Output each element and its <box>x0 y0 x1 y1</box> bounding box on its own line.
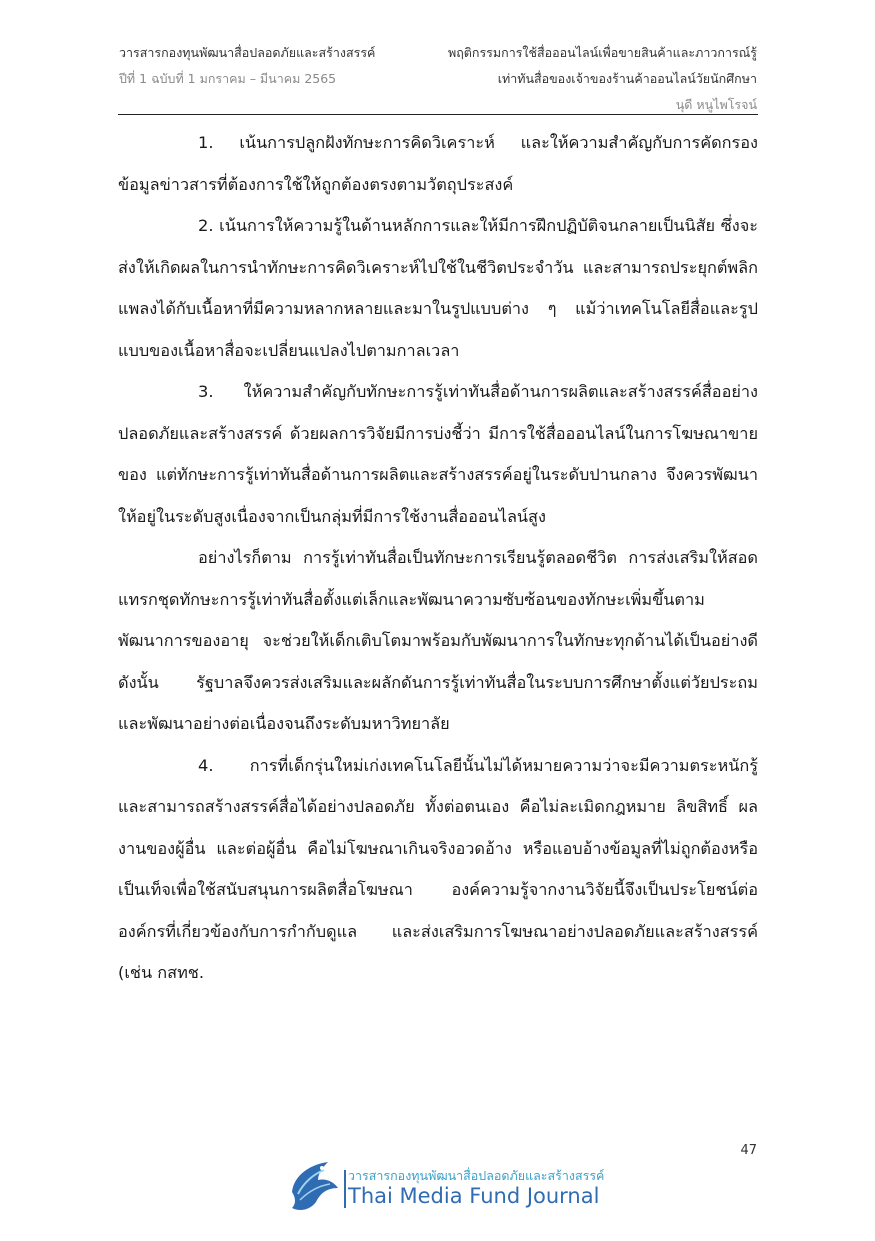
author-name: นุดี หนูไพโรจน์ <box>675 97 757 112</box>
journal-footer-logo <box>282 1150 605 1225</box>
running-header-right <box>448 40 757 118</box>
footer-journal-thai: วารสารกองทุนพัฒนาสื่อปลอดภัยและสร้างสรรค์ <box>348 1168 605 1183</box>
footer-journal-english: Thai Media Fund Journal <box>348 1184 600 1208</box>
logo-divider <box>344 1170 346 1208</box>
paragraph: 4. การที่เด็กรุ่นใหม่เก่งเทคโนโลยีนั้นไม่ได้หมายความว่าจะมีความตระหนักรู้ และสามารถสร้างสรรค์สื่อได้อย่างปลอดภัย ทั้งต่อตนเอง คือไม่ละเมิดกฎหมาย ลิขสิทธิ์ ผลงานของผู้อื่น และต่อผู้อื่น คือไม่โฆษณาเกินจริงอวดอ้าง หรือแอบอ้างข้อมูลที่ไม่ถูกต้องหรือเป็นเท็จเพื่อใช้สนับสนุนการผลิตสื่อโฆษณา องค์ความรู้จากงานวิจัยนี้จึงเป็นประโยชน์ต่อองค์กรที่เกี่ยวข้องกับการกำกับดูแล และส่งเสริมการโฆษณาอย่างปลอดภัยและสร้างสรรค์ (เช่น กสทช. <box>118 755 758 982</box>
article-title-line1: พฤติกรรมการใช้สื่อออนไลน์เพื่อขายสินค้าและภาวการณ์รู้ <box>447 45 757 60</box>
issue-info: ปีที่ 1 ฉบับที่ 1 มกราคม – มีนาคม 2565 <box>119 71 337 86</box>
paragraph: 2. เน้นการให้ความรู้ในด้านหลักการและให้มีการฝึกปฏิบัติจนกลายเป็นนิสัย ซึ่งจะส่งให้เกิดผลในการนำทักษะการคิดวิเคราะห์ไปใช้ในชีวิตประจำวัน และสามารถประยุกต์พลิกแพลงได้กับเนื้อหาที่มีความหลากหลายและมาในรูปแบบต่าง ๆ แม้ว่าเทคโนโลยีสื่อและรูปแบบของเนื้อหาสื่อจะเปลี่ยนแปลงไปตามกาลเวลา <box>118 216 758 360</box>
paragraph: อย่างไรก็ตาม การรู้เท่าทันสื่อเป็นทักษะการเรียนรู้ตลอดชีวิต การส่งเสริมให้สอดแทรกชุดทักษะการรู้เท่าทันสื่อตั้งแต่เล็กและพัฒนาความซับซ้อนของทักษะเพิ่มขึ้นตามพัฒนาการของอายุ จะช่วยให้เด็กเติบโตมาพร้อมกับพัฒนาการในทักษะทุกด้านได้เป็นอย่างดี ดังนั้น รัฐบาลจึงควรส่งเสริมและผลักดันการรู้เท่าทันสื่อในระบบการศึกษาตั้งแต่วัยประถม และพัฒนาอย่างต่อเนื่องจนถึงระดับมหาวิทยาลัย <box>118 548 758 733</box>
paragraph: 3. ให้ความสำคัญกับทักษะการรู้เท่าทันสื่อด้านการผลิตและสร้างสรรค์สื่ออย่างปลอดภัยและสร้างสรรค์ ด้วยผลการวิจัยมีการบ่งชี้ว่า มีการใช้สื่อออนไลน์ในการโฆษณาขายของ แต่ทักษะการรู้เท่าทันสื่อด้านการผลิตและสร้างสรรค์อยู่ในระดับปานกลาง จึงควรพัฒนาให้อยู่ในระดับสูงเนื่องจากเป็นกลุ่มที่มีการใช้งานสื่อออนไลน์สูง <box>118 382 758 526</box>
page-number: 47 <box>740 1143 757 1158</box>
journal-name: วารสารกองทุนพัฒนาสื่อปลอดภัยและสร้างสรรค์ <box>119 45 376 60</box>
header-rule <box>118 114 758 115</box>
running-header-left <box>119 40 375 92</box>
body-text <box>118 122 758 994</box>
paragraph: 1. เน้นการปลูกฝังทักษะการคิดวิเคราะห์ และให้ความสำคัญกับการคัดกรองข้อมูลข่าวสารที่ต้องการใช้ให้ถูกต้องตรงตามวัตถุประสงค์ <box>118 133 758 194</box>
article-title-line2: เท่าทันสื่อของเจ้าของร้านค้าออนไลน์วัยนักศึกษา <box>497 71 757 86</box>
bird-logo-icon <box>282 1152 342 1222</box>
